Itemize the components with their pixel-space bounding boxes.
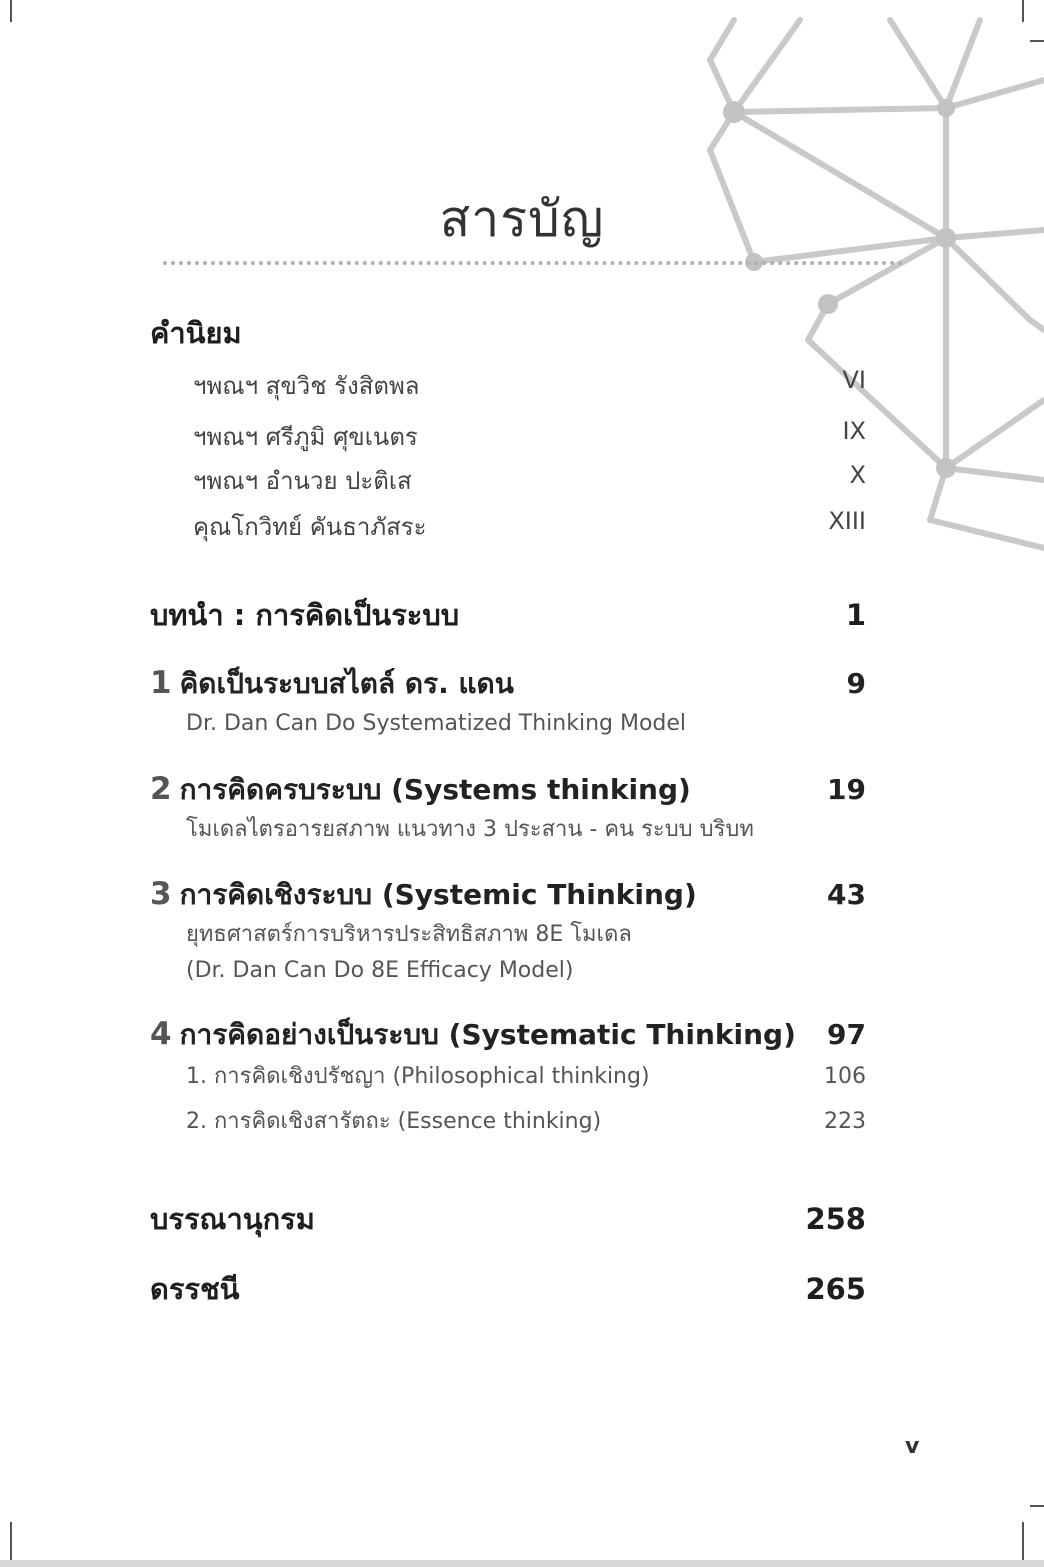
index-title: ดรรชนี xyxy=(150,1272,240,1306)
intro-title: บทนำ : การคิดเป็นระบบ xyxy=(150,598,460,632)
foreword-heading: คำนิยม xyxy=(150,316,242,350)
toc-entry-index[interactable] xyxy=(150,1266,866,1312)
section-page: 223 xyxy=(824,1109,866,1134)
chapter-number: 3 xyxy=(150,876,172,912)
chapter-title: คิดเป็นระบบสไตล์ ดร. แดน xyxy=(179,667,514,700)
foreword-item-name: คุณโกวิทย์ คันธาภัสระ xyxy=(193,513,427,541)
section-entry[interactable] xyxy=(150,1057,866,1097)
chapter-title: การคิดอย่างเป็นระบบ (Systematic Thinking) xyxy=(179,1018,796,1051)
toc-entry-chapter-4[interactable] xyxy=(150,1013,866,1146)
chapter-page: 43 xyxy=(827,878,866,911)
crop-mark xyxy=(1022,1522,1024,1562)
foreword-item-name: ฯพณฯ สุขวิช รังสิตพล xyxy=(193,372,420,400)
crop-mark xyxy=(10,0,12,22)
chapter-page: 9 xyxy=(846,667,866,700)
page-title: สารบัญ xyxy=(439,190,605,248)
crop-mark xyxy=(1030,1505,1044,1507)
chapter-number: 2 xyxy=(150,771,172,807)
foreword-item-name: ฯพณฯ อำนวย ปะติเส xyxy=(193,467,412,495)
foreword-item-page: VI xyxy=(842,366,866,394)
foreword-item-name: ฯพณฯ ศรีภูมิ ศุขเนตร xyxy=(193,423,418,451)
foreword-heading-row xyxy=(150,310,866,356)
toc-entry-chapter-1[interactable] xyxy=(150,662,866,742)
page-number: v xyxy=(905,1434,920,1459)
chapter-title: การคิดเชิงระบบ (Systemic Thinking) xyxy=(179,878,697,911)
index-page: 265 xyxy=(805,1272,866,1306)
chapter-subtitle: โมเดลไตรอารยสภาพ แนวทาง 3 ประสาน - คน ระบบ บริบท xyxy=(186,817,754,842)
section-page: 106 xyxy=(824,1064,866,1089)
chapter-subtitle: Dr. Dan Can Do Systematized Thinking Model xyxy=(186,711,687,736)
bottom-edge xyxy=(0,1560,1044,1567)
toc-entry-intro[interactable] xyxy=(150,592,866,638)
bibliography-page: 258 xyxy=(805,1202,866,1236)
section-title: 2. การคิดเชิงสารัตถะ (Essence thinking) xyxy=(186,1109,602,1134)
chapter-number: 1 xyxy=(150,665,172,701)
foreword-item[interactable] xyxy=(193,461,866,500)
chapter-page: 19 xyxy=(827,773,866,806)
foreword-item-page: IX xyxy=(842,417,866,445)
foreword-item[interactable] xyxy=(193,417,866,456)
chapter-page: 97 xyxy=(827,1018,866,1051)
foreword-item-page: XIII xyxy=(828,507,866,535)
chapter-subtitle: ยุทธศาสตร์การบริหารประสิทธิสภาพ 8E โมเดล xyxy=(186,922,632,947)
bibliography-title: บรรณานุกรม xyxy=(150,1202,315,1236)
foreword-item[interactable] xyxy=(193,507,866,546)
chapter-title: การคิดครบระบบ (Systems thinking) xyxy=(179,773,691,806)
section-entry[interactable] xyxy=(150,1097,866,1146)
toc-entry-chapter-3[interactable] xyxy=(150,873,866,989)
foreword-item[interactable] xyxy=(193,366,866,405)
intro-page: 1 xyxy=(845,598,866,632)
title-divider xyxy=(163,261,903,265)
section-title: 1. การคิดเชิงปรัชญา (Philosophical thinking) xyxy=(186,1064,650,1089)
crop-mark xyxy=(10,1522,12,1562)
chapter-subtitle: (Dr. Dan Can Do 8E Efficacy Model) xyxy=(186,958,574,983)
toc-entry-chapter-2[interactable] xyxy=(150,768,866,848)
toc-entry-bibliography[interactable] xyxy=(150,1196,866,1242)
foreword-item-page: X xyxy=(849,461,866,489)
chapter-number: 4 xyxy=(150,1016,172,1052)
